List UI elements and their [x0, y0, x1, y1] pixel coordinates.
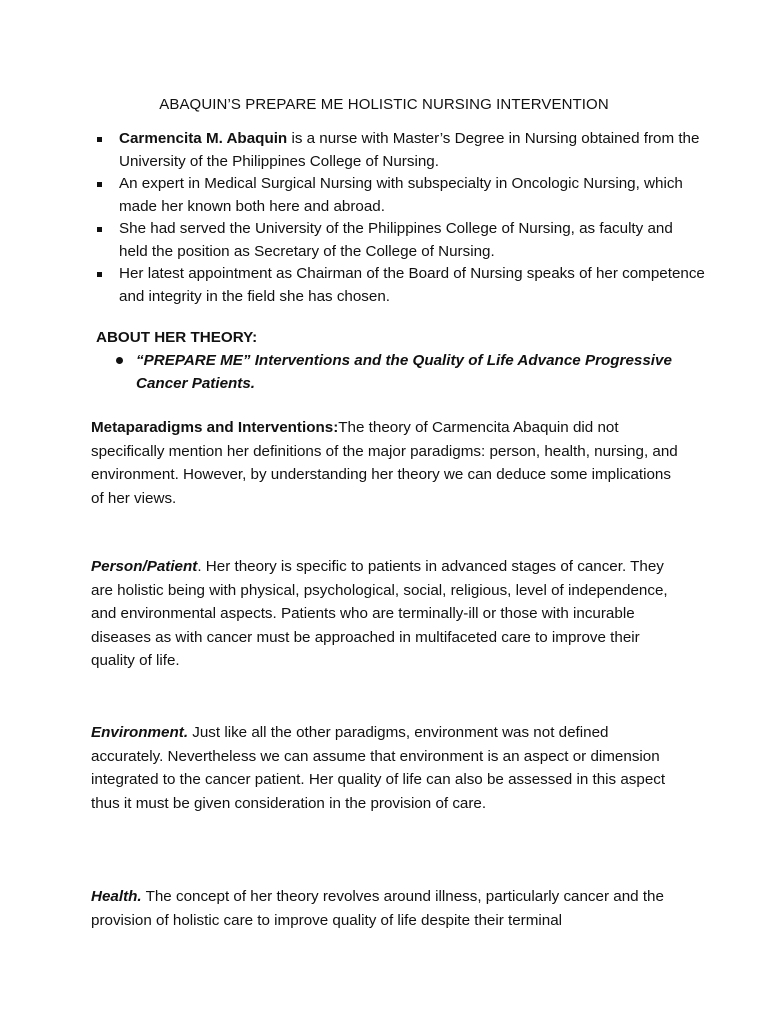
- document-title: ABAQUIN’S PREPARE ME HOLISTIC NURSING INTERVENTION: [159, 96, 609, 113]
- theory-item: [114, 350, 694, 395]
- metaparadigms-text: The theory of Carmencita Abaquin did not specifically mention her definitions of the major paradigms: person, health, nursing, and environment. However, by understanding her theory we can deduce some implications of her views.: [91, 419, 678, 507]
- environment-lead: Environment.: [91, 724, 189, 741]
- health-text: The concept of her theory revolves around illness, particularly cancer and the provision of holistic care to improve quality of life despite their terminal: [91, 888, 664, 929]
- person-text: . Her theory is specific to patients in advanced stages of cancer. They are holistic being with physical, psychological, social, religious, level of independence, and environmental aspects. Patients who are terminally-ill or those with incurable diseases as with cancer must be approached in multifaceted care to improve their quality of life.: [91, 558, 668, 669]
- bio-item: [95, 218, 705, 263]
- bio-item: [95, 263, 705, 308]
- bio-text: Her latest appointment as Chairman of the Board of Nursing speaks of her competence and integrity in the field she has chosen.: [119, 265, 705, 305]
- bio-text: She had served the University of the Philippines College of Nursing, as faculty and held the position as Secretary of the College of Nursing.: [119, 220, 673, 260]
- theory-item-text: “PREPARE ME” Interventions and the Quality of Life Advance Progressive Cancer Patients.: [136, 352, 672, 392]
- bio-text: An expert in Medical Surgical Nursing with subspecialty in Oncologic Nursing, which made her known both here and abroad.: [119, 175, 683, 215]
- person-lead: Person/Patient: [91, 558, 198, 575]
- bio-name: Carmencita M. Abaquin: [119, 130, 288, 147]
- health-paragraph: [91, 885, 681, 932]
- square-bullet-icon: [97, 182, 102, 187]
- square-bullet-icon: [97, 137, 102, 142]
- metaparadigms-paragraph: [91, 416, 681, 510]
- person-paragraph: [91, 555, 681, 673]
- bio-item: [95, 173, 705, 218]
- square-bullet-icon: [97, 272, 102, 277]
- round-bullet-icon: [116, 357, 123, 364]
- environment-text: Just like all the other paradigms, environment was not defined accurately. Nevertheless we can assume that environment is an aspect or dimension integrated to the cancer patient. Her quality of life can also be assessed in this aspect thus it must be given consideration in the provision of care.: [91, 724, 666, 812]
- environment-paragraph: [91, 721, 681, 815]
- about-theory-heading: ABOUT HER THEORY:: [96, 329, 258, 346]
- square-bullet-icon: [97, 227, 102, 232]
- bio-list: [95, 128, 705, 308]
- theory-list: [114, 350, 694, 395]
- bio-item: [95, 128, 705, 173]
- metaparadigms-lead: Metaparadigms and Interventions:: [91, 419, 339, 436]
- bio-text: is a nurse with Master’s Degree in Nursing obtained from the University of the Philippines College of Nursing.: [119, 130, 700, 170]
- health-lead: Health.: [91, 888, 142, 905]
